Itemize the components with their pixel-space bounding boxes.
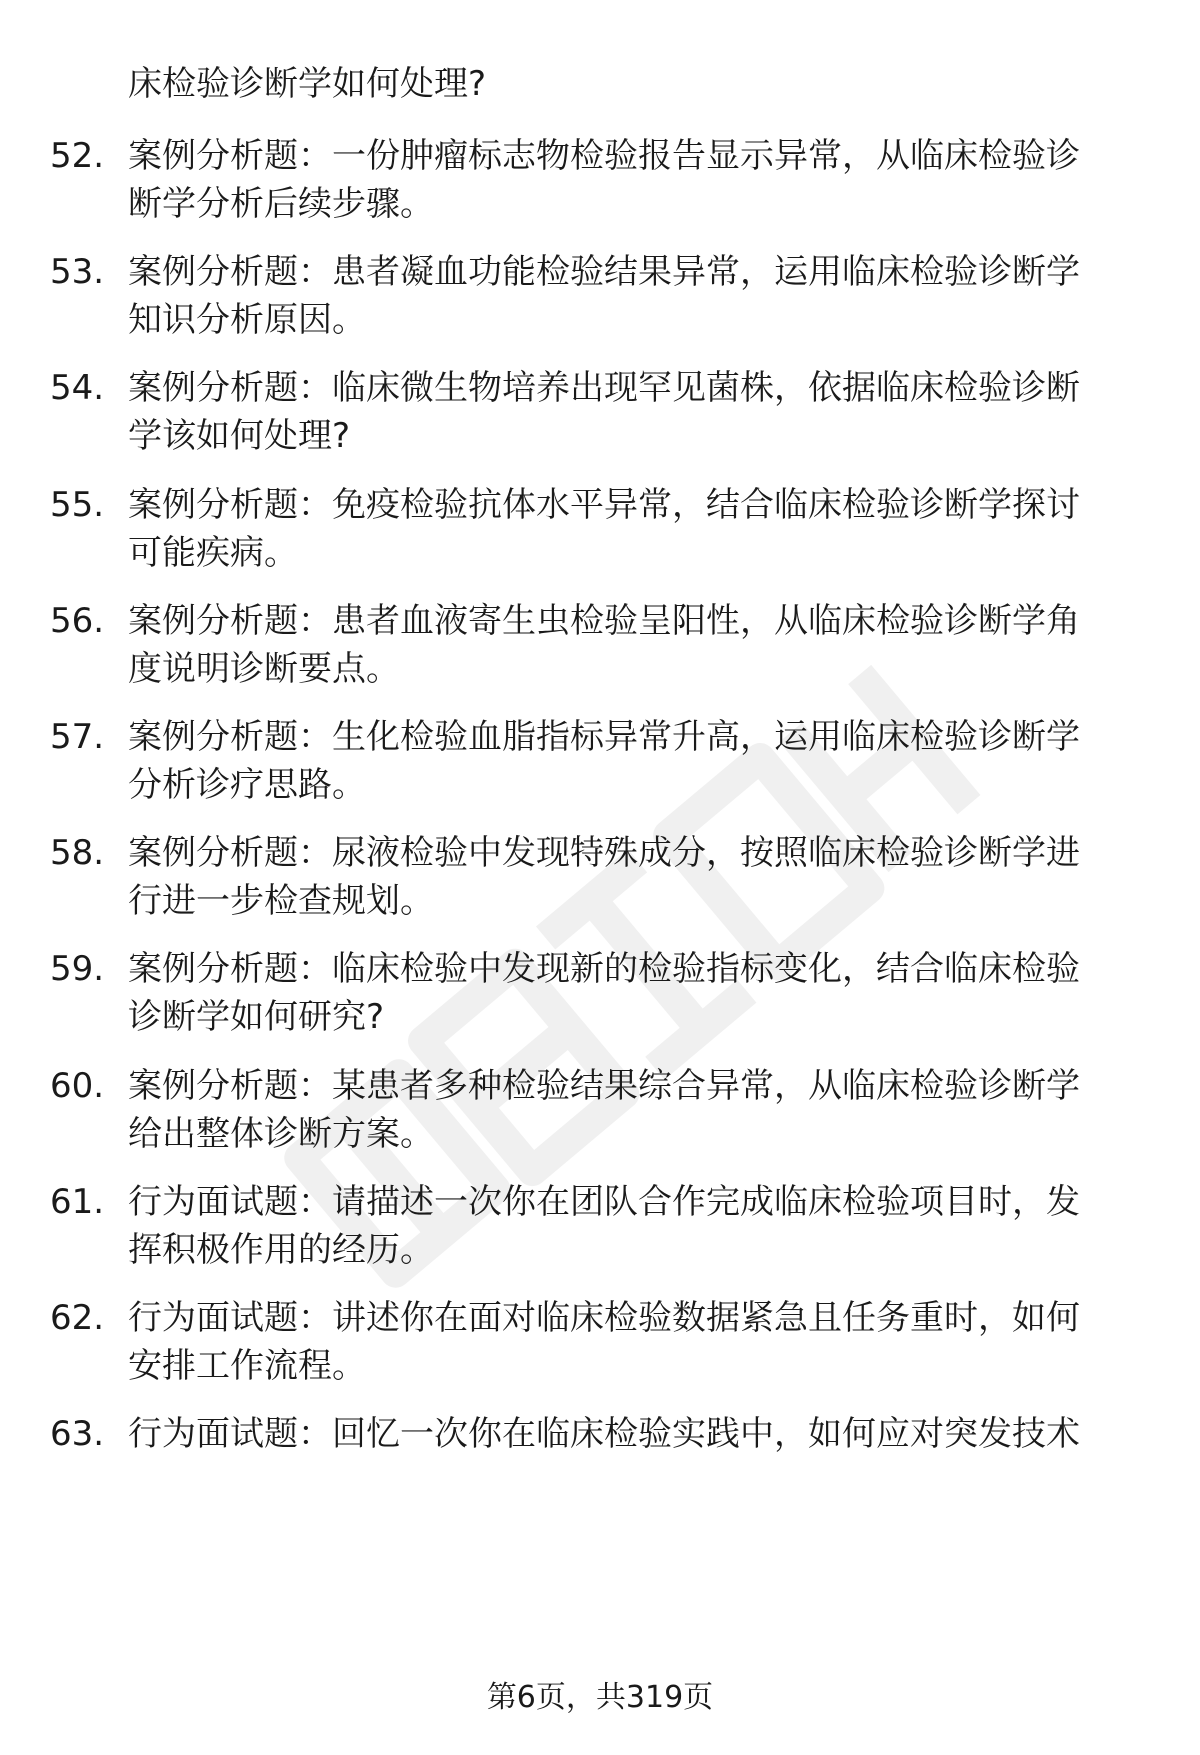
- question-text: [128, 364, 1138, 460]
- question-text: [128, 248, 1138, 344]
- question-text-line: 案例分析题：临床微生物培养出现罕见菌株，依据临床检验诊断: [128, 368, 1080, 408]
- question-text: [128, 945, 1138, 1041]
- question-item: [0, 364, 1200, 474]
- question-text-line: 行进一步检查规划。: [128, 881, 434, 921]
- question-item: [0, 713, 1200, 823]
- question-text: [128, 1294, 1138, 1390]
- question-number: 52.: [50, 136, 105, 176]
- question-text-line: 案例分析题：免疫检验抗体水平异常，结合临床检验诊断学探讨: [128, 485, 1080, 525]
- question-number: 56.: [50, 601, 105, 641]
- question-number: 59.: [50, 949, 105, 989]
- question-text-line: 行为面试题：请描述一次你在团队合作完成临床检验项目时，发: [128, 1182, 1080, 1222]
- question-text-line: 挥积极作用的经历。: [128, 1230, 434, 1270]
- question-number: 58.: [50, 833, 105, 873]
- question-text-line: 分析诊疗思路。: [128, 765, 366, 805]
- question-number: 63.: [50, 1414, 105, 1454]
- question-item: [0, 597, 1200, 707]
- question-item: [0, 1178, 1200, 1288]
- question-number: 62.: [50, 1298, 105, 1338]
- question-text-line: 行为面试题：讲述你在面对临床检验数据紧急且任务重时，如何: [128, 1298, 1080, 1338]
- question-text-line: 案例分析题：患者血液寄生虫检验呈阳性，从临床检验诊断学角: [128, 601, 1080, 641]
- question-number: 55.: [50, 485, 105, 525]
- question-text: [128, 1410, 1138, 1458]
- question-text-line: 给出整体诊断方案。: [128, 1114, 434, 1154]
- question-text: [128, 1178, 1138, 1274]
- question-text-line: 案例分析题：尿液检验中发现特殊成分，按照临床检验诊断学进: [128, 833, 1080, 873]
- question-number: 57.: [50, 717, 105, 757]
- question-text-line: 行为面试题：回忆一次你在临床检验实践中，如何应对突发技术: [128, 1414, 1080, 1454]
- question-text-line: 知识分析原因。: [128, 300, 366, 340]
- question-text-line: 案例分析题：临床检验中发现新的检验指标变化，结合临床检验: [128, 949, 1080, 989]
- question-text-line: 安排工作流程。: [128, 1346, 366, 1386]
- question-text: [128, 1062, 1138, 1158]
- question-text-line: 案例分析题：生化检验血脂指标异常升高，运用临床检验诊断学: [128, 717, 1080, 757]
- question-number: 60.: [50, 1066, 105, 1106]
- question-text-line: 断学分析后续步骤。: [128, 184, 434, 224]
- question-number: 61.: [50, 1182, 105, 1222]
- question-text-line: 诊断学如何研究?: [128, 997, 385, 1037]
- question-text: [128, 132, 1138, 228]
- continuation-line: 床检验诊断学如何处理?: [128, 64, 487, 104]
- question-item: [0, 945, 1200, 1055]
- question-number: 54.: [50, 368, 105, 408]
- question-item: [0, 248, 1200, 358]
- question-text: [128, 829, 1138, 925]
- question-text: [128, 597, 1138, 693]
- question-text-line: 案例分析题：患者凝血功能检验结果异常，运用临床检验诊断学: [128, 252, 1080, 292]
- question-text-line: 案例分析题：一份肿瘤标志物检验报告显示异常，从临床检验诊: [128, 136, 1080, 176]
- question-number: 53.: [50, 252, 105, 292]
- question-text-line: 学该如何处理?: [128, 416, 351, 456]
- question-text: [128, 713, 1138, 809]
- question-text-line: 可能疾病。: [128, 533, 298, 573]
- question-text-line: 案例分析题：某患者多种检验结果综合异常，从临床检验诊断学: [128, 1066, 1080, 1106]
- question-item: [0, 1062, 1200, 1172]
- question-item: [0, 132, 1200, 242]
- question-item: [0, 829, 1200, 939]
- question-item: [0, 1294, 1200, 1404]
- question-text: [128, 481, 1138, 577]
- question-item: [0, 1410, 1200, 1520]
- page-footer: 第6页，共319页: [486, 1680, 714, 1715]
- question-item: [0, 481, 1200, 591]
- question-text-line: 度说明诊断要点。: [128, 649, 400, 689]
